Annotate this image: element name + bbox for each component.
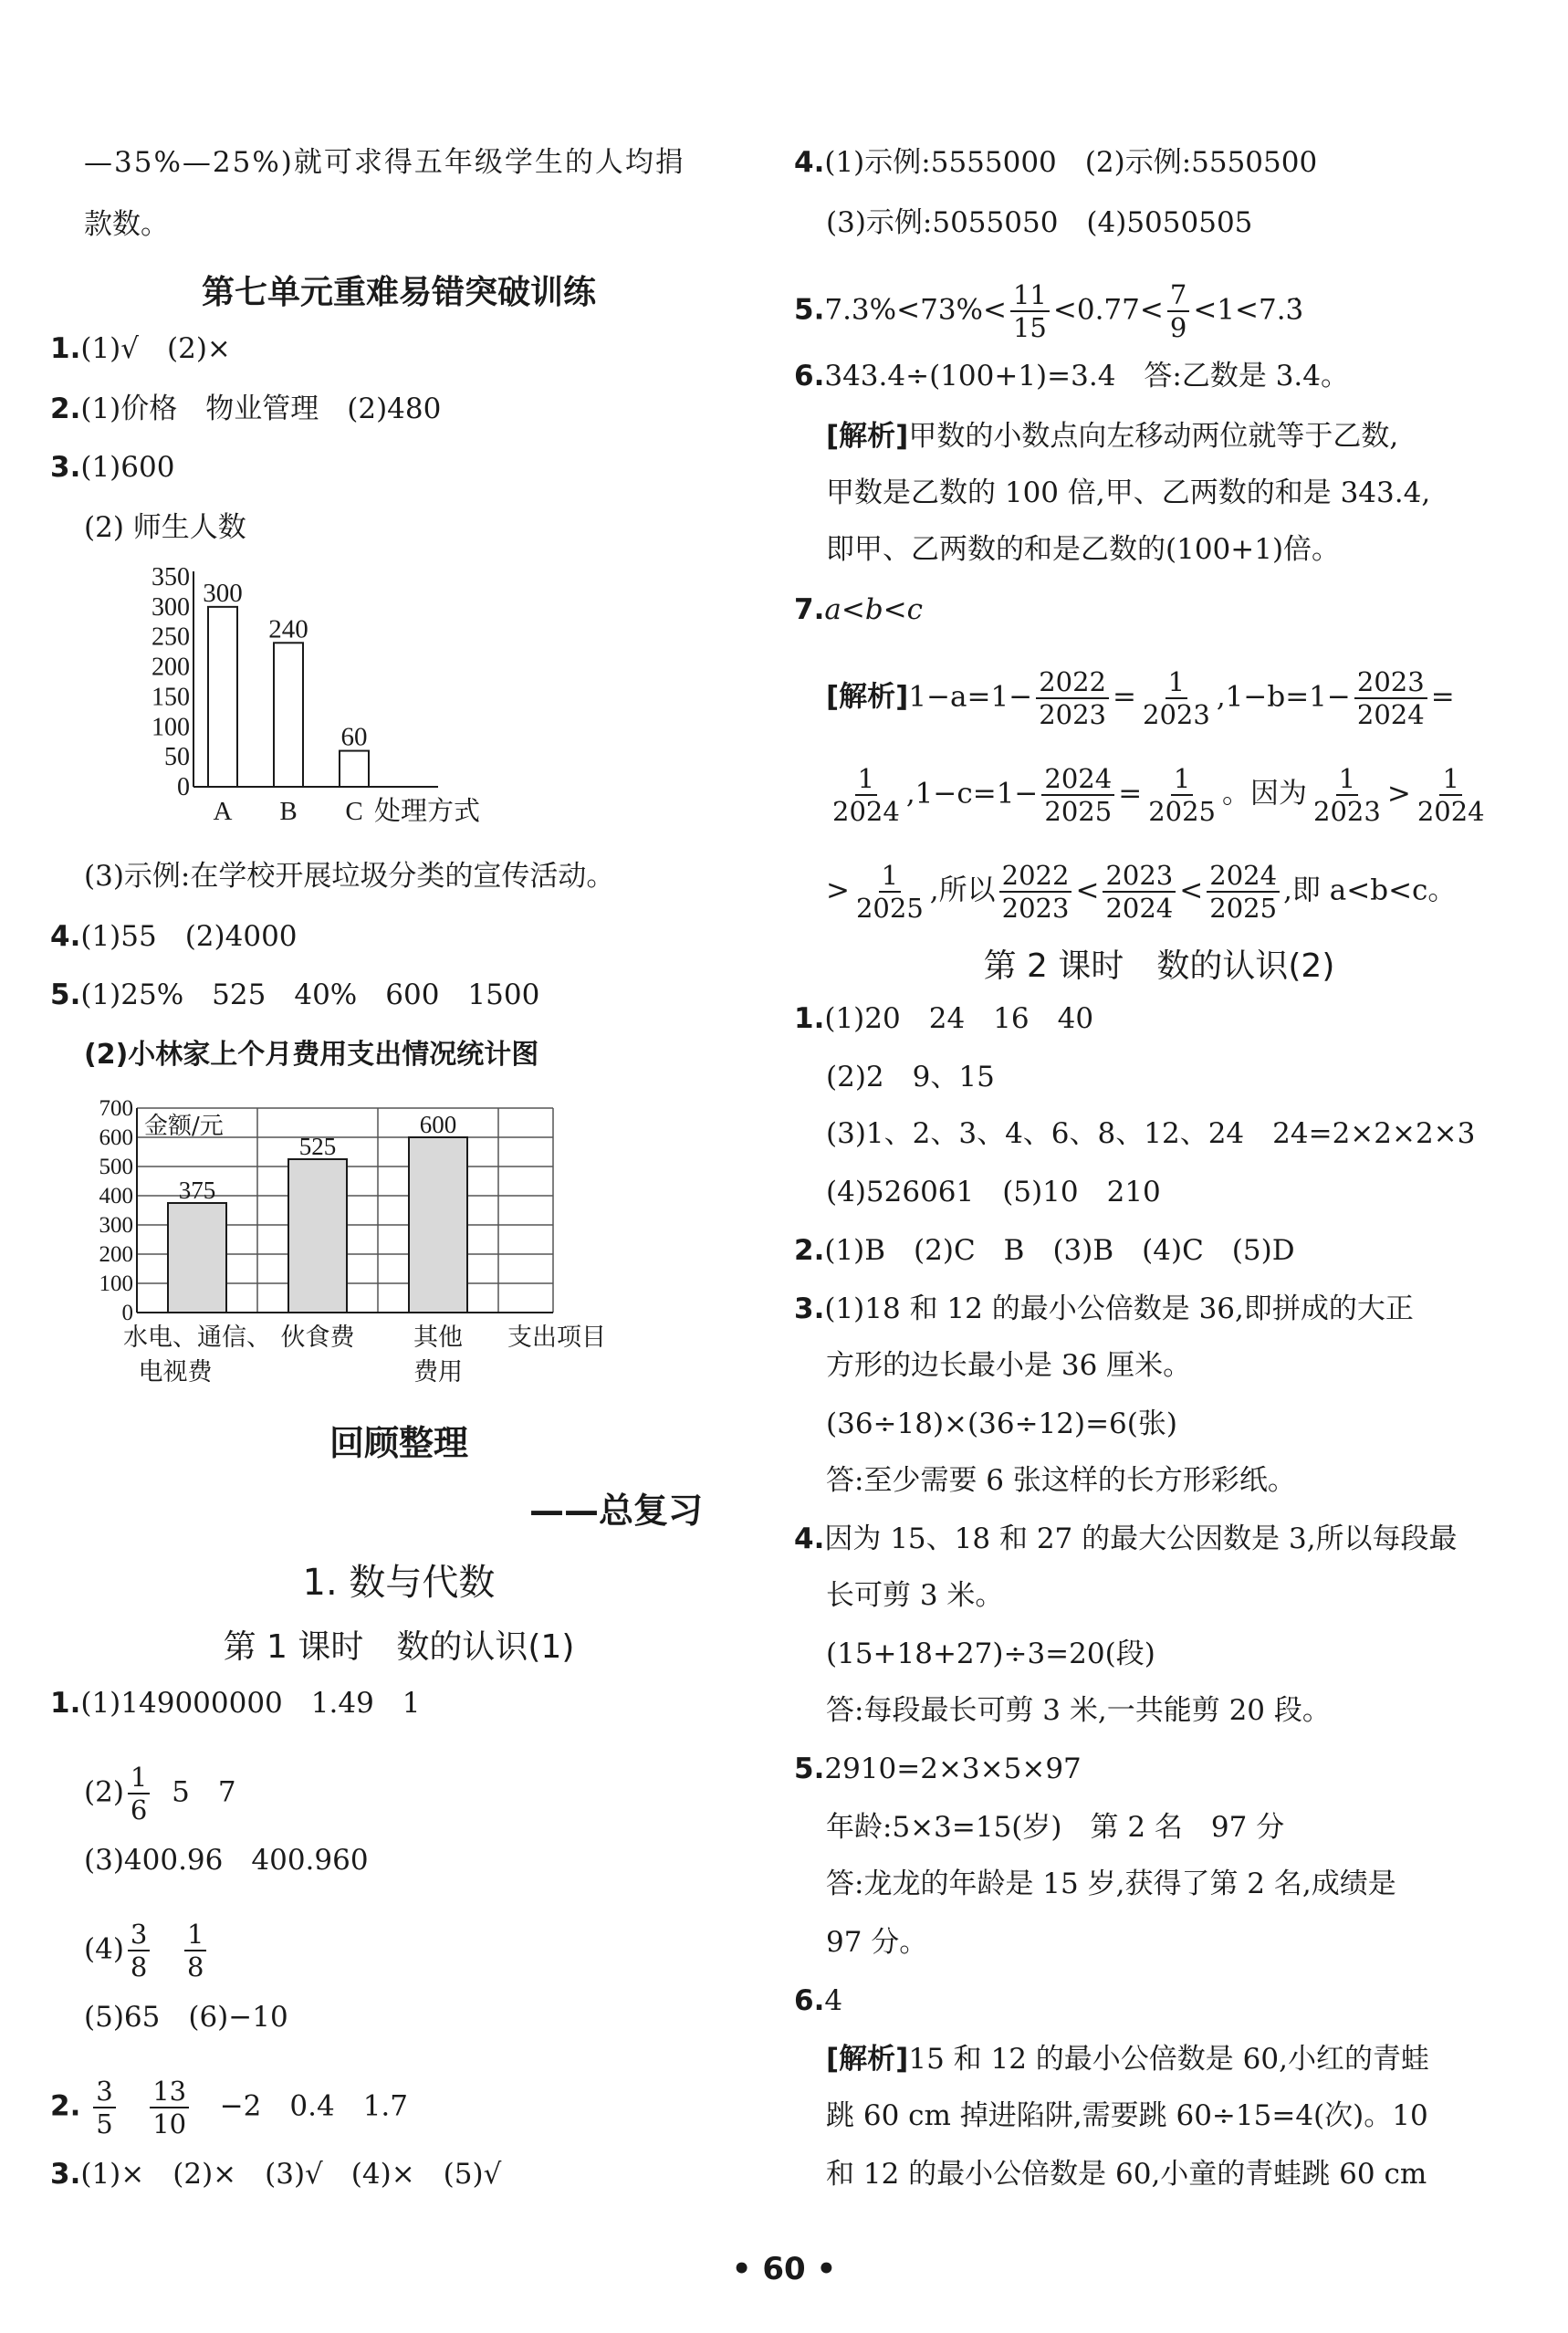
analysis-line [826, 666, 1455, 730]
answer-text: (1)示例:5555000 (2)示例:5550500 [824, 146, 1318, 179]
answer-text: 7.3%<73%< [824, 293, 1007, 327]
numerator: 2023 [1354, 666, 1427, 699]
fraction [1036, 666, 1109, 730]
item-number: 6. [794, 1984, 825, 2017]
analysis-line [826, 418, 1398, 455]
bar-C [340, 751, 369, 787]
analysis-text: = [1113, 680, 1136, 714]
analysis-text: ,即 a<b<c。 [1283, 874, 1457, 907]
answer-text: (1)√ (2)× [80, 332, 231, 365]
review-title: 回顾整理 [329, 1423, 468, 1463]
y-axis-label: 金额/元 [144, 1113, 224, 1140]
fraction [128, 1762, 150, 1826]
numerator: 2023 [1103, 860, 1176, 893]
x-tick-label: B [279, 797, 298, 826]
answer-text: (5)65 (6)−10 [84, 2001, 288, 2034]
bar-chart-expenses [84, 1095, 650, 1397]
analysis-text: ,1−c=1− [905, 777, 1039, 811]
bar-3 [409, 1137, 467, 1313]
item-number: 4. [50, 920, 81, 953]
answer-text: (1)价格 物业管理 (2)480 [80, 392, 442, 425]
answer-text: a<b<c [824, 593, 923, 626]
fraction [1354, 666, 1427, 730]
answer-text: (4)526061 (5)10 210 [826, 1176, 1161, 1208]
analysis-text: 和 12 的最小公倍数是 60,小童的青蛙跳 60 cm [826, 2158, 1427, 2191]
y-tick-label: 200 [99, 1242, 133, 1267]
page-number: • 60 • [731, 2251, 837, 2287]
numerator: 1 [879, 860, 901, 893]
denominator: 2024 [1105, 893, 1174, 924]
fraction [830, 763, 903, 827]
text-line: —35%—25%)就可求得五年级学生的人均捐 [84, 146, 685, 179]
answer-text: 答:每段最长可剪 3 米,一共能剪 20 段。 [826, 1694, 1331, 1727]
numerator: 1 [1439, 763, 1461, 796]
answer-text: (15+18+27)÷3=20(段) [826, 1637, 1155, 1670]
answer-line [794, 1521, 1458, 1557]
answer-text: 方形的边长最小是 36 厘米。 [826, 1349, 1192, 1382]
bar-1 [168, 1203, 226, 1313]
item-number: 3. [50, 2158, 81, 2191]
analysis-text: > [826, 874, 850, 907]
item-number: 5. [50, 978, 81, 1011]
section-title: 第七单元重难易错突破训练 [201, 274, 596, 311]
item-number: 2. [50, 392, 81, 425]
bar-B [274, 643, 303, 787]
fraction [1103, 860, 1176, 924]
answer-text: 年龄:5×3=15(岁) 第 2 名 97 分 [826, 1811, 1285, 1844]
fraction [1041, 763, 1114, 827]
analysis-label: [解析] [826, 420, 909, 453]
numerator: 2022 [1036, 666, 1109, 699]
answer-line [50, 391, 441, 427]
analysis-text: < [1075, 874, 1100, 907]
answer-line [50, 330, 231, 367]
answer-text: 343.4÷(100+1)=3.4 答:乙数是 3.4。 [824, 360, 1350, 392]
denominator: 2025 [1148, 796, 1217, 827]
answer-text: 长可剪 3 米。 [826, 1579, 1004, 1612]
x-axis-label: 支出项目 [507, 1323, 606, 1352]
item-number: 3. [50, 451, 81, 484]
fraction [1010, 279, 1050, 343]
analysis-label: [解析] [826, 2043, 909, 2076]
item-number: 1. [794, 1002, 825, 1035]
answer-text: 答:至少需要 6 张这样的长方形彩纸。 [826, 1464, 1296, 1497]
answer-line [794, 144, 1317, 181]
bar-chart-teachers-students [137, 548, 557, 840]
answer-text: (1)55 (2)4000 [80, 920, 298, 953]
answer-line [50, 2156, 501, 2192]
denominator: 2023 [1313, 796, 1381, 827]
denominator: 2023 [1001, 893, 1070, 924]
fraction [1145, 763, 1218, 827]
y-tick-label: 150 [152, 683, 190, 712]
denominator: 2025 [1044, 796, 1113, 827]
bar-2 [288, 1159, 347, 1313]
analysis-text: 甲数是乙数的 100 倍,甲、乙两数的和是 343.4, [826, 476, 1431, 509]
y-tick-label: 0 [177, 773, 190, 801]
x-tick-label: C [345, 797, 363, 826]
analysis-text: = [1118, 777, 1143, 811]
answer-line [50, 1685, 421, 1721]
fraction [1415, 763, 1488, 827]
analysis-text: > [1386, 777, 1411, 811]
lesson-title: 第 1 课时 数的认识(1) [223, 1628, 575, 1666]
answer-line [794, 1983, 842, 2019]
answer-text: (1)× (2)× (3)√ (4)× (5)√ [80, 2158, 502, 2191]
answer-line [794, 279, 1303, 343]
answer-text: (3)400.96 400.960 [84, 1844, 369, 1877]
numerator: 2024 [1041, 763, 1114, 796]
answer-text: (2) 师生人数 [84, 511, 246, 544]
y-tick-label: 250 [152, 622, 190, 652]
analysis-label: [解析] [826, 680, 909, 714]
item-number: 4. [794, 146, 825, 179]
denominator: 6 [130, 1794, 148, 1826]
item-number: 7. [794, 593, 825, 626]
fraction [1140, 666, 1213, 730]
item-number: 2. [794, 1234, 825, 1267]
analysis-line [826, 2041, 1429, 2077]
y-tick-label: 500 [99, 1155, 133, 1179]
answer-text: (36÷18)×(36÷12)=6(张) [826, 1407, 1177, 1440]
item-number: 2. [50, 2089, 81, 2123]
item-number: 3. [794, 1292, 825, 1325]
x-tick-label: 其他 [413, 1323, 463, 1352]
answer-text: 97 分。 [826, 1926, 928, 1959]
denominator: 2024 [832, 796, 900, 827]
x-tick-label: 水电、通信、 [123, 1323, 271, 1352]
denominator: 2024 [1416, 796, 1485, 827]
y-tick-label: 100 [152, 713, 190, 742]
answer-text: 因为 15、18 和 27 的最大公因数是 3,所以每段最 [824, 1522, 1458, 1555]
answer-text: 2910=2×3×5×97 [824, 1752, 1082, 1785]
answer-line [84, 1762, 236, 1826]
item-number: 1. [50, 332, 81, 365]
denominator: 2025 [855, 893, 924, 924]
denominator: 2023 [1039, 699, 1107, 730]
answer-text: (1)600 [80, 451, 175, 484]
answer-line [794, 591, 923, 628]
answer-text: −2 0.4 1.7 [219, 2089, 409, 2123]
fraction [150, 2076, 189, 2139]
answer-line [794, 358, 1349, 394]
denominator: 10 [152, 2108, 187, 2139]
y-tick-label: 700 [99, 1096, 133, 1121]
analysis-text: = [1430, 680, 1455, 714]
denominator: 8 [130, 1951, 148, 1983]
answer-text: (2) [84, 1775, 124, 1809]
x-tick-label: 电视费 [138, 1358, 213, 1386]
answer-text: (3)示例:在学校开展垃圾分类的宣传活动。 [84, 860, 615, 893]
numerator: 13 [150, 2076, 189, 2108]
analysis-line [826, 860, 1456, 924]
answer-text: (1)18 和 12 的最小公倍数是 36,即拼成的大正 [824, 1292, 1414, 1325]
fraction [184, 1919, 206, 1983]
denominator: 2024 [1356, 699, 1425, 730]
y-tick-label: 600 [99, 1125, 133, 1150]
answer-text: 答:龙龙的年龄是 15 岁,获得了第 2 名,成绩是 [826, 1867, 1396, 1900]
lesson-title: 第 2 课时 数的认识(2) [983, 947, 1335, 985]
y-tick-label: 400 [99, 1184, 133, 1208]
denominator: 15 [1012, 312, 1047, 343]
answer-text: 4 [824, 1984, 843, 2017]
data-label: 525 [298, 1133, 337, 1160]
answer-text: (2)2 9、15 [826, 1061, 995, 1093]
numerator: 2024 [1207, 860, 1280, 893]
chart-caption: (2)小林家上个月费用支出情况统计图 [84, 1039, 539, 1071]
x-axis-label: 处理方式 [374, 795, 481, 826]
numerator: 1 [128, 1762, 150, 1794]
text-line: 款数。 [84, 208, 169, 241]
x-tick-label: 费用 [413, 1358, 463, 1386]
numerator: 1 [1336, 763, 1358, 796]
y-tick-label: 50 [164, 743, 190, 772]
denominator: 2023 [1143, 699, 1210, 730]
answer-line [84, 1919, 210, 1983]
y-tick-label: 200 [152, 653, 190, 682]
review-subtitle: ——总复习 [528, 1491, 703, 1531]
y-tick-label: 300 [152, 592, 190, 622]
answer-line [50, 449, 174, 486]
x-tick-label: A [213, 797, 233, 826]
fraction [1311, 763, 1384, 827]
fraction [93, 2076, 115, 2139]
answer-text: <0.77< [1052, 293, 1164, 327]
fraction [1167, 279, 1189, 343]
item-number: 5. [794, 293, 825, 327]
analysis-text: < [1179, 874, 1204, 907]
answer-line [794, 1232, 1295, 1269]
numerator: 11 [1010, 279, 1050, 312]
y-tick-label: 100 [99, 1271, 133, 1296]
answer-text: (3)1、2、3、4、6、8、12、24 24=2×2×2×3 [826, 1117, 1476, 1150]
data-label: 240 [268, 614, 308, 644]
y-tick-label: 350 [152, 563, 190, 591]
numerator: 1 [184, 1919, 206, 1951]
analysis-line [826, 763, 1491, 827]
bar-A [208, 607, 237, 787]
numerator: 1 [855, 763, 877, 796]
data-label: 300 [203, 578, 243, 608]
answer-text: (3)示例:5055050 (4)5050505 [826, 206, 1253, 239]
numerator: 7 [1167, 279, 1189, 312]
analysis-text: 。因为 [1222, 777, 1308, 811]
x-tick-label: 伙食费 [280, 1323, 355, 1352]
fraction [853, 860, 926, 924]
analysis-text: 15 和 12 的最小公倍数是 60,小红的青蛙 [908, 2043, 1429, 2076]
answer-line [50, 977, 539, 1013]
numerator: 3 [128, 1919, 150, 1951]
data-label: 600 [419, 1111, 457, 1138]
analysis-text: 跳 60 cm 掉进陷阱,需要跳 60÷15=4(次)。10 [826, 2099, 1428, 2132]
y-tick-label: 300 [99, 1213, 133, 1238]
numerator: 2022 [999, 860, 1072, 893]
denominator: 9 [1169, 312, 1187, 343]
analysis-text: 甲数的小数点向左移动两位就等于乙数, [908, 420, 1399, 453]
item-number: 4. [794, 1522, 825, 1555]
answer-line [50, 2076, 408, 2139]
numerator: 3 [93, 2076, 115, 2108]
fraction [999, 860, 1072, 924]
fraction [1207, 860, 1280, 924]
answer-text: 5 7 [172, 1775, 236, 1809]
section-title: 1. 数与代数 [302, 1562, 496, 1604]
answer-line [794, 1751, 1082, 1787]
analysis-text: ,所以 [929, 874, 996, 907]
item-number: 5. [794, 1752, 825, 1785]
analysis-text: ,1−b=1− [1216, 680, 1351, 714]
item-number: 6. [794, 360, 825, 392]
answer-text: (1)25% 525 40% 600 1500 [80, 978, 540, 1011]
y-tick-label: 0 [121, 1301, 133, 1325]
denominator: 5 [96, 2108, 113, 2139]
answer-line [50, 918, 298, 955]
analysis-text: 即甲、乙两数的和是乙数的(100+1)倍。 [826, 533, 1341, 566]
item-number: 1. [50, 1687, 81, 1720]
analysis-text: 1−a=1− [908, 680, 1033, 714]
data-label: 375 [178, 1177, 216, 1204]
fraction [128, 1919, 150, 1983]
answer-text: (4) [84, 1932, 124, 1966]
numerator: 1 [1166, 666, 1187, 699]
answer-line [794, 1000, 1093, 1037]
denominator: 2025 [1209, 893, 1278, 924]
data-label: 60 [340, 722, 368, 752]
numerator: 1 [1171, 763, 1193, 796]
answer-line [794, 1291, 1414, 1327]
answer-text: (1)20 24 16 40 [824, 1002, 1094, 1035]
answer-text: (1)B (2)C B (3)B (4)C (5)D [824, 1234, 1295, 1267]
denominator: 8 [186, 1951, 204, 1983]
answer-text: (1)149000000 1.49 1 [80, 1687, 421, 1720]
answer-text: <1<7.3̇ [1193, 293, 1304, 327]
